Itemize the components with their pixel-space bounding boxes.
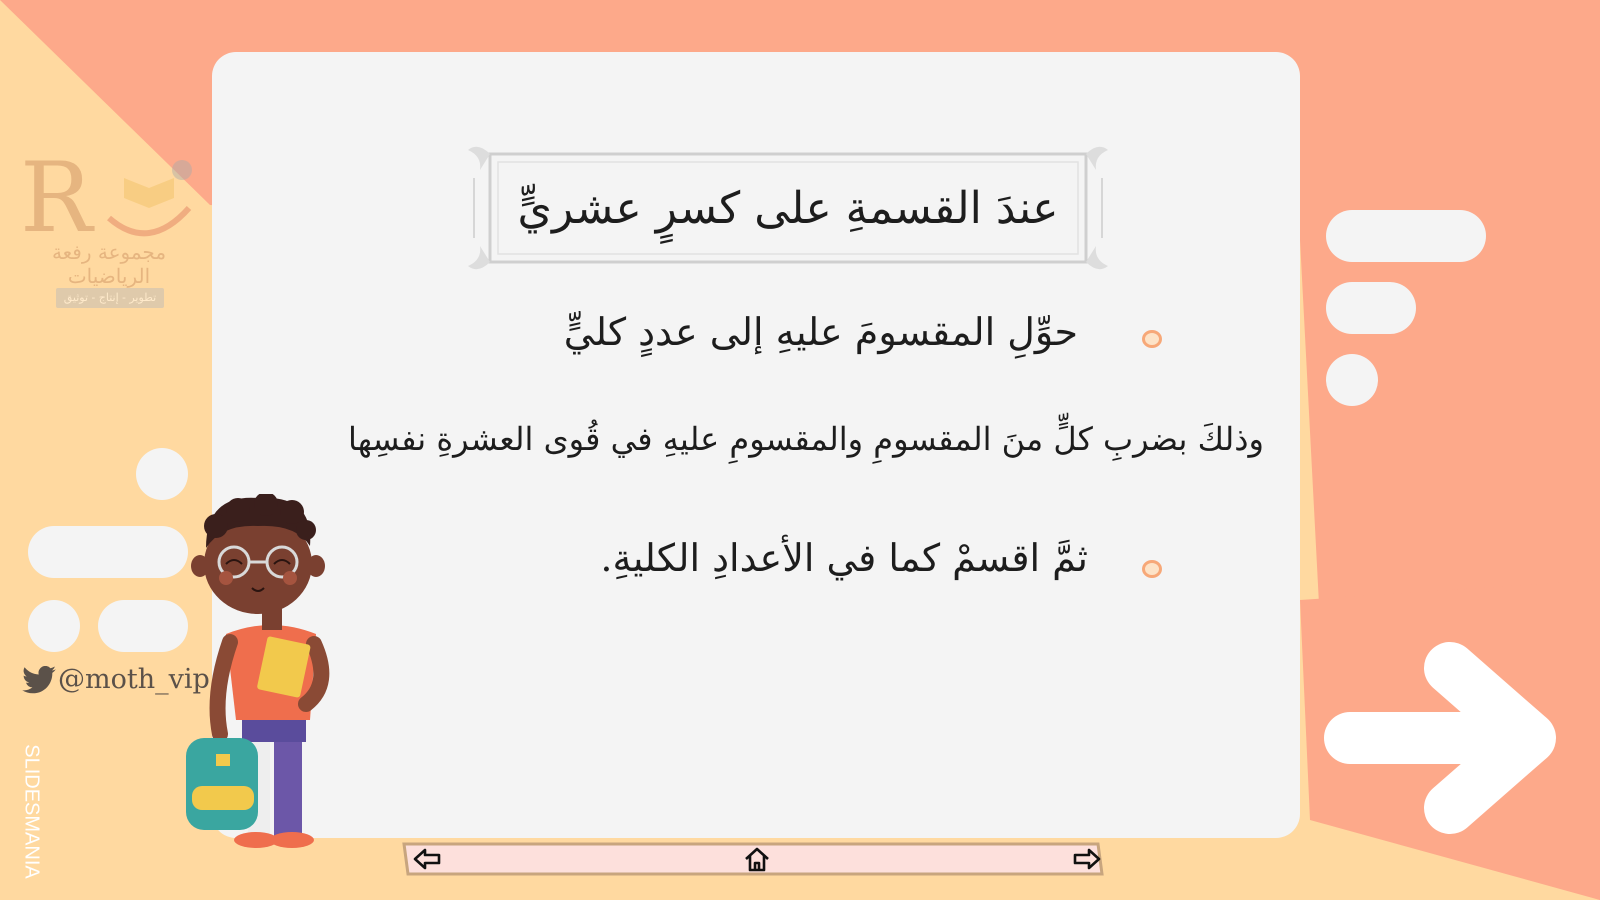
twitter-handle (22, 664, 210, 695)
detail-text: وذلكَ بضربِ كلٍّ منَ المقسومِ والمقسومِ عليهِ في قُوى العشرةِ نفسِها (348, 420, 1264, 458)
slide-title: عندَ القسمةِ على كسرٍ عشريٍّ (517, 182, 1059, 234)
watermark: SLIDESMANIA (20, 744, 43, 879)
student-illustration (186, 494, 356, 856)
home-icon[interactable] (742, 846, 772, 872)
logo-tagline: تطوير - إنتاج - توثيق (56, 288, 164, 308)
bullet-marker (1142, 330, 1162, 348)
bullet-text-1: حوِّلِ المقسومَ عليهِ إلى عددٍ كليٍّ (563, 310, 1078, 354)
arrow-right-icon[interactable] (1072, 846, 1102, 872)
arrow-left-icon[interactable] (412, 846, 442, 872)
bullet-marker (1142, 560, 1162, 578)
twitter-handle-text: @moth_vip (58, 664, 210, 695)
bullet-text-2: ثمَّ اقسمْ كما في الأعدادِ الكليةِ. (600, 536, 1088, 580)
twitter-bird-icon (22, 666, 56, 694)
logo-name: مجموعة رفعة الرياضيات (51, 240, 167, 288)
logo (14, 142, 204, 318)
book-icon (94, 158, 204, 248)
logo-letter: R (20, 142, 93, 254)
